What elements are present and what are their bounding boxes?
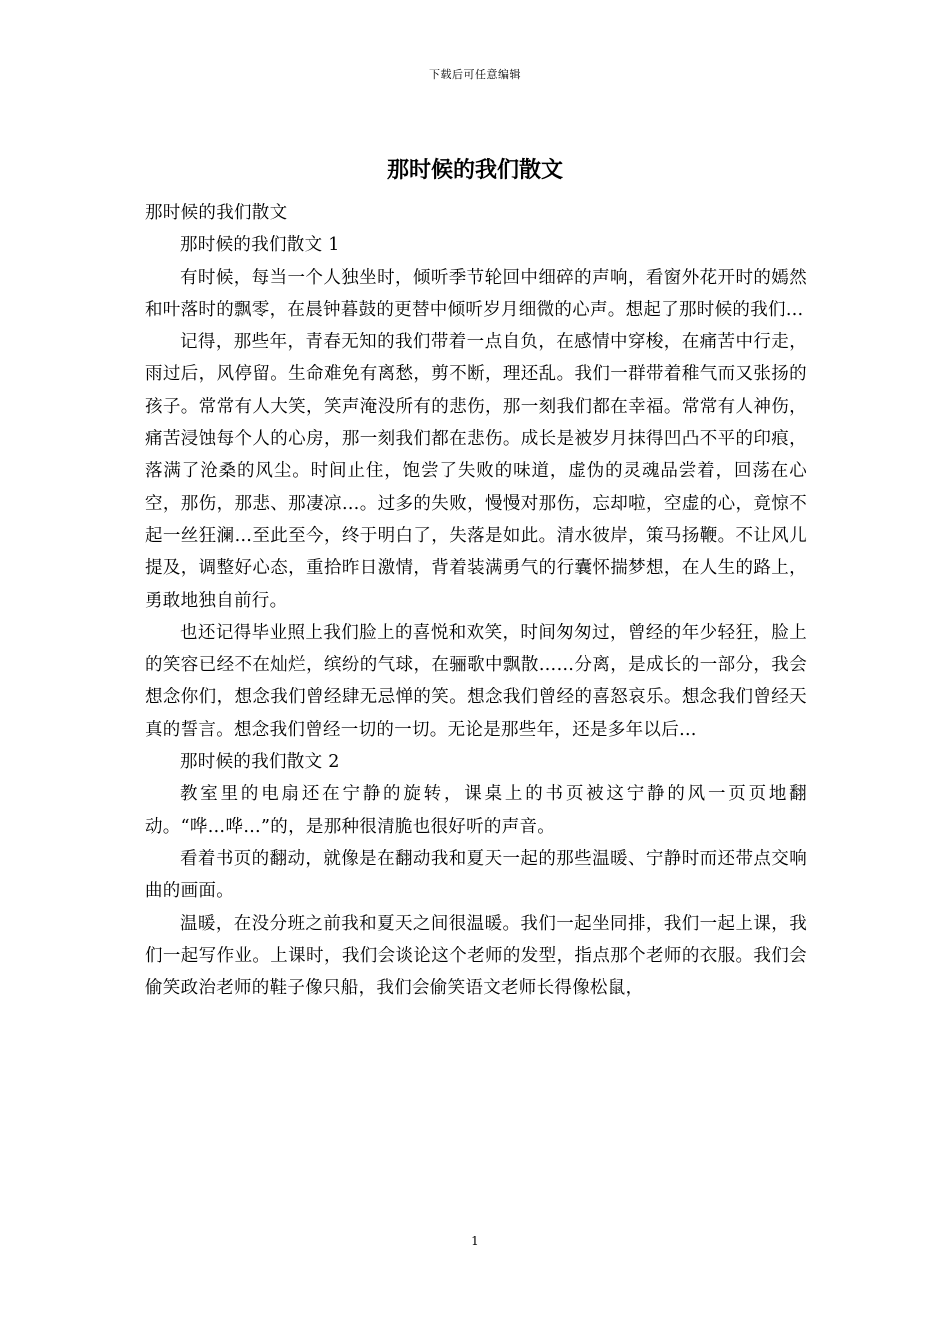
body-paragraph: 也还记得毕业照上我们脸上的喜悦和欢笑，时间匆匆过，曾经的年少轻狂，脸上的笑容已经不在灿烂，缤纷的气球，在骊歌中飘散……分离，是成长的一部分，我会想念你们，想念我们曾经肆无忌惮的笑。想念我们曾经的喜怒哀乐。想念我们曾经天真的誓言。想念我们曾经一切的一切。无论是那些年，还是多年以后…: [145, 622, 807, 740]
document-body: [145, 197, 807, 1004]
section-heading-1: 那时候的我们散文 1: [180, 235, 340, 256]
body-paragraph: 教室里的电扇还在宁静的旋转，课桌上的书页被这宁静的风一页页地翻动。“哗…哗…”的，是那种很清脆也很好听的声音。: [145, 784, 807, 837]
page-number: 1: [471, 1234, 479, 1248]
section-heading-2: 那时候的我们散文 2: [180, 752, 340, 773]
body-paragraph: 记得，那些年，青春无知的我们带着一点自负，在感情中穿梭，在痛苦中行走，雨过后，风停留。生命难免有离愁，剪不断，理还乱。我们一群带着稚气而又张扬的孩子。常常有人大笑，笑声淹没所有的悲伤，那一刻我们都在幸福。常常有人神伤，痛苦浸蚀每个人的心房，那一刻我们都在悲伤。成长是被岁月抹得凹凸不平的印痕，落满了沧桑的风尘。时间止住，饱尝了失败的味道，虚伪的灵魂品尝着，回荡在心空，那伤，那悲、那凄凉…。过多的失败，慢慢对那伤，忘却啦，空虚的心，竟惊不起一丝狂澜…至此至今，终于明白了，失落是如此。清水彼岸，策马扬鞭。不让风儿提及，调整好心态，重拾昨日激情，背着装满勇气的行囊怀揣梦想，在人生的路上，勇敢地独自前行。: [145, 332, 807, 611]
document-title: 那时候的我们散文: [386, 157, 563, 183]
body-paragraph: 有时候，每当一个人独坐时，倾听季节轮回中细碎的声响，看窗外花开时的嫣然和叶落时的飘零，在晨钟暮鼓的更替中倾听岁月细微的心声。想起了那时候的我们…: [145, 267, 807, 320]
body-paragraph: 温暖，在没分班之前我和夏天之间很温暖。我们一起坐同排，我们一起上课，我们一起写作业。上课时，我们会谈论这个老师的发型，指点那个老师的衣服。我们会偷笑政治老师的鞋子像只船，我们会偷笑语文老师长得像松鼠，: [145, 913, 807, 999]
body-paragraph: 看着书页的翻动，就像是在翻动我和夏天一起的那些温暖、宁静时而还带点交响曲的画面。: [145, 848, 807, 902]
header-note: 下载后可任意编辑: [429, 68, 521, 81]
body-lead-title: 那时候的我们散文: [145, 203, 288, 223]
